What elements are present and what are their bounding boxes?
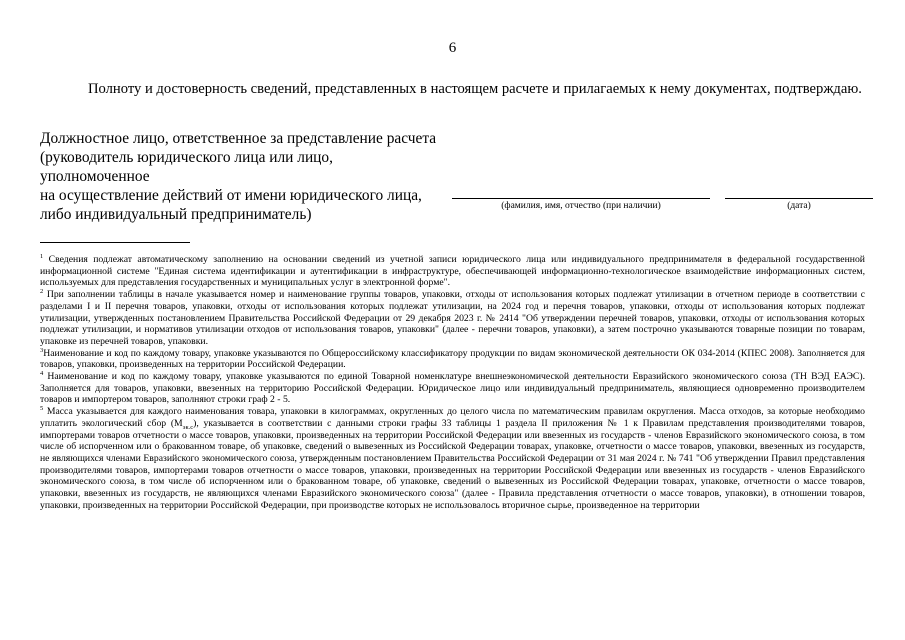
official-line-3: на осуществление действий от имени юридического лица, — [40, 187, 422, 204]
date-signature-line — [725, 198, 873, 199]
footnote-1 — [40, 254, 865, 289]
footnote-2 — [40, 289, 865, 348]
date-caption: (дата) — [787, 201, 811, 211]
footnotes — [40, 254, 865, 511]
footnote-4-mark: 4 — [40, 369, 44, 377]
footnote-5-text-b: ), указывается в соответствии с данными строки графы 33 таблицы 1 раздела II приложения № 1 к Правилам представления производителями товаров, импортерами товаров отчетности о массе товаров, упаковки, произведенных на территории Российской Федерации или ввезенных из государств - членов Евразийского экономического союза, в том числе об испорченном или о бракованном товаре, об упаковке, сведений о вывезенных из Российской Федерации товарах, упаковке, отчетности о массе товаров, упаковки, ввезенных из государств, не являющихся членами Евразийского экономического союза, утвержденным постановлением Правительства Российской Федерации от 31 мая 2024 г. № 741 "Об утверждении Правил представления производителями товаров, импортерами товаров отчетности о массе товаров, упаковки, произведенных на территории Российской Федерации или ввезенных из государств - членов Евразийского экономического союза, в том числе об испорченном или о бракованном товаре, об упаковке, сведений о вывезенных из Российской Федерации товарах, упаковке, отчетности о массе товаров, упаковки, ввезенных из государств, не являющихся членами Евразийского экономического союза" (далее - Правила представления отчетности о массе товаров, упаковки), в отношении товаров, упаковки, произведенных на территории Российской Федерации, при производстве которых не использовалось вторичное сырье, произведенное на территории — [40, 417, 865, 511]
footnote-4-text: Наименование и код по каждому товару, упаковке указываются по единой Товарной номенклатуре внешнеэкономической деятельности Евразийского экономического союза (ТН ВЭД ЕАЭС). Заполняется для товаров, упаковки, ввезенных на территорию Российской Федерации. Юридическое лицо или индивидуальный предприниматель, являющиеся одновременно производителем товаров и импортером товаров, заполняют строки граф 2 - 5. — [40, 371, 865, 406]
official-signatory-block — [40, 129, 445, 224]
footnote-separator — [40, 242, 190, 243]
name-signature-line — [452, 198, 710, 199]
footnote-5-subscript: эк.с — [182, 423, 194, 431]
footnote-3 — [40, 348, 865, 371]
footnote-5-text-a: Масса указывается для каждого наименования товара, упаковки в килограммах, округленных до целого числа по математическим правилам округления. Масса отходов, за которые необходимо уплатить экологический сбор (M — [40, 406, 866, 429]
footnote-3-mark: 3 — [40, 346, 44, 354]
official-line-4: либо индивидуальный предприниматель) — [40, 206, 312, 223]
footnote-4 — [40, 371, 865, 406]
confirmation-statement: Полноту и достоверность сведений, представленных в настоящем расчете и прилагаемых к нему документах, подтверждаю. — [88, 81, 862, 97]
footnote-3-text: Наименование и код по каждому товару, упаковке указываются по Общероссийскому классификатору продукции по видам экономической деятельности ОК 034-2014 (КПЕС 2008). Заполняется для товаров, упаковки, произведенных на территории Российской Федерации. — [40, 347, 865, 371]
page-number: 6 — [448, 40, 457, 56]
footnote-2-mark: 2 — [40, 287, 44, 295]
name-caption: (фамилия, имя, отчество (при наличии) — [501, 201, 661, 211]
footnote-1-text: Сведения подлежат автоматическому заполнению на основании сведений из учетной записи юридического лица или индивидуального предпринимателя в федеральной государственной информационной системе "Единая система идентификации и аутентификации в инфраструктуре, обеспечивающей информационно-технологическое взаимодействие информационных систем, используемых для представления государственных и муниципальных услуг в электронной форме". — [40, 254, 865, 289]
footnote-5 — [40, 406, 865, 511]
footnote-2-text: При заполнении таблицы в начале указывается номер и наименование группы товаров, упаковки, отходы от использования которых подлежат утилизации в отчетном периоде в соответствии с разделами I и II перечня товаров, упаковки, отходы от использования которых подлежат утилизации, на 2024 год и перечня товаров, упаковки, отходы от использования которых подлежат утилизации, утвержденных постановлением Правительства Российской Федерации от 29 декабря 2023 г. № 2414 "Об утверждении перечней товаров, упаковки, отходы от использования которых подлежат утилизации, и нормативов утилизации отходов от использования товаров, упаковки" (далее - перечни товаров, упаковки), а затем построчно указываются товарные позиции по товарам, упаковке из перечней товаров, упаковки. — [40, 289, 866, 347]
footnote-1-mark: 1 — [40, 252, 44, 260]
official-line-2: (руководитель юридического лица или лицо, уполномоченное — [40, 149, 333, 185]
official-line-1: Должностное лицо, ответственное за представление расчета — [40, 130, 437, 147]
footnote-5-mark: 5 — [40, 404, 44, 412]
